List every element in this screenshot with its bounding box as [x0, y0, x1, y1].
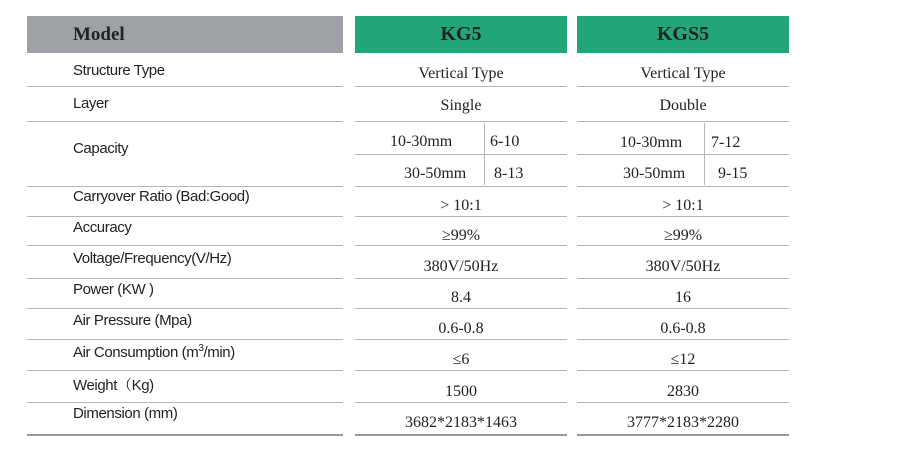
- row-divider: [577, 121, 789, 122]
- header-kgs5-label: KGS5: [656, 23, 710, 45]
- row-divider: [27, 308, 343, 309]
- row-divider: [27, 186, 343, 187]
- row-divider: [355, 402, 567, 403]
- row-divider: [355, 186, 567, 187]
- row-divider: [27, 121, 343, 122]
- label-layer: Layer: [73, 95, 109, 112]
- label-structure-type: Structure Type: [73, 62, 165, 79]
- row-divider: [577, 402, 789, 403]
- row-divider: [577, 86, 789, 87]
- row-divider: [355, 278, 567, 279]
- kg5-voltage-frequency: 380V/50Hz: [423, 258, 499, 275]
- kgs5-capacity-size-1: 10-30mm: [620, 134, 683, 151]
- kg5-capacity-size-2: 30-50mm: [404, 165, 467, 182]
- row-divider: [577, 308, 789, 309]
- row-divider: [27, 278, 343, 279]
- header-model-label: Model: [73, 23, 125, 45]
- row-divider: [577, 339, 789, 340]
- label-carryover-ratio: Carryover Ratio (Bad:Good): [73, 188, 250, 205]
- kgs5-capacity-value-1: 7-12: [711, 134, 741, 151]
- kg5-air-pressure: 0.6-0.8: [438, 320, 484, 337]
- kg5-capacity-size-1: 10-30mm: [390, 133, 453, 150]
- capacity-mid-divider: [355, 154, 567, 155]
- kgs5-carryover-ratio: > 10:1: [662, 197, 704, 214]
- row-divider: [27, 402, 343, 403]
- kg5-capacity-value-2: 8-13: [494, 165, 524, 182]
- label-air-pressure: Air Pressure (Mpa): [73, 312, 192, 329]
- row-divider: [577, 370, 789, 371]
- kgs5-capacity-value-2: 9-15: [718, 165, 748, 182]
- label-air-consumption: [73, 343, 235, 361]
- kg5-air-consumption: ≤6: [452, 351, 470, 368]
- kgs5-voltage-frequency: 380V/50Hz: [645, 258, 721, 275]
- header-kg5-label: KG5: [440, 23, 482, 45]
- kgs5-layer: Double: [659, 97, 707, 114]
- capacity-mid-divider: [577, 154, 789, 155]
- row-divider: [355, 370, 567, 371]
- label-weight: Weight（Kg): [73, 377, 154, 394]
- kgs5-power: 16: [675, 289, 691, 306]
- label-voltage-frequency: Voltage/Frequency(V/Hz): [73, 250, 232, 267]
- row-divider: [27, 245, 343, 246]
- table-bottom-rule: [355, 434, 567, 436]
- kg5-layer: Single: [440, 97, 482, 114]
- kg5-structure-type: Vertical Type: [418, 65, 504, 82]
- table-bottom-rule: [27, 434, 343, 436]
- kg5-weight: 1500: [445, 383, 477, 400]
- row-divider: [355, 121, 567, 122]
- capacity-col-separator: [704, 123, 705, 185]
- row-divider: [577, 278, 789, 279]
- label-accuracy: Accuracy: [73, 219, 132, 236]
- table-bottom-rule: [577, 434, 789, 436]
- row-divider: [355, 216, 567, 217]
- capacity-col-separator: [484, 123, 485, 185]
- row-divider: [27, 86, 343, 87]
- kgs5-air-consumption: ≤12: [670, 351, 696, 368]
- kgs5-capacity-size-2: 30-50mm: [623, 165, 686, 182]
- row-divider: [355, 245, 567, 246]
- kgs5-accuracy: ≥99%: [663, 227, 703, 244]
- label-dimension: Dimension (mm): [73, 405, 178, 422]
- kgs5-structure-type: Vertical Type: [640, 65, 726, 82]
- label-air-consumption-unit: /min): [203, 344, 235, 361]
- label-power: Power (KW ): [73, 281, 154, 298]
- kg5-carryover-ratio: > 10:1: [440, 197, 482, 214]
- label-capacity: Capacity: [73, 140, 129, 157]
- label-air-consumption-text: Air Consumption (m: [73, 344, 199, 361]
- kg5-capacity-value-1: 6-10: [490, 133, 520, 150]
- header-kgs5: [577, 16, 789, 53]
- kgs5-air-pressure: 0.6-0.8: [660, 320, 706, 337]
- row-divider: [577, 216, 789, 217]
- row-divider: [27, 339, 343, 340]
- kg5-power: 8.4: [451, 289, 471, 306]
- row-divider: [355, 339, 567, 340]
- row-divider: [355, 308, 567, 309]
- label-air-consumption-superscript: 3: [198, 343, 204, 354]
- row-divider: [577, 245, 789, 246]
- row-divider: [355, 86, 567, 87]
- row-divider: [27, 370, 343, 371]
- kgs5-weight: 2830: [667, 383, 699, 400]
- kg5-accuracy: ≥99%: [441, 227, 481, 244]
- kgs5-dimension: 3777*2183*2280: [627, 414, 739, 431]
- kg5-dimension: 3682*2183*1463: [405, 414, 517, 431]
- header-model: [27, 16, 343, 53]
- header-kg5: [355, 16, 567, 53]
- row-divider: [577, 186, 789, 187]
- row-divider: [27, 216, 343, 217]
